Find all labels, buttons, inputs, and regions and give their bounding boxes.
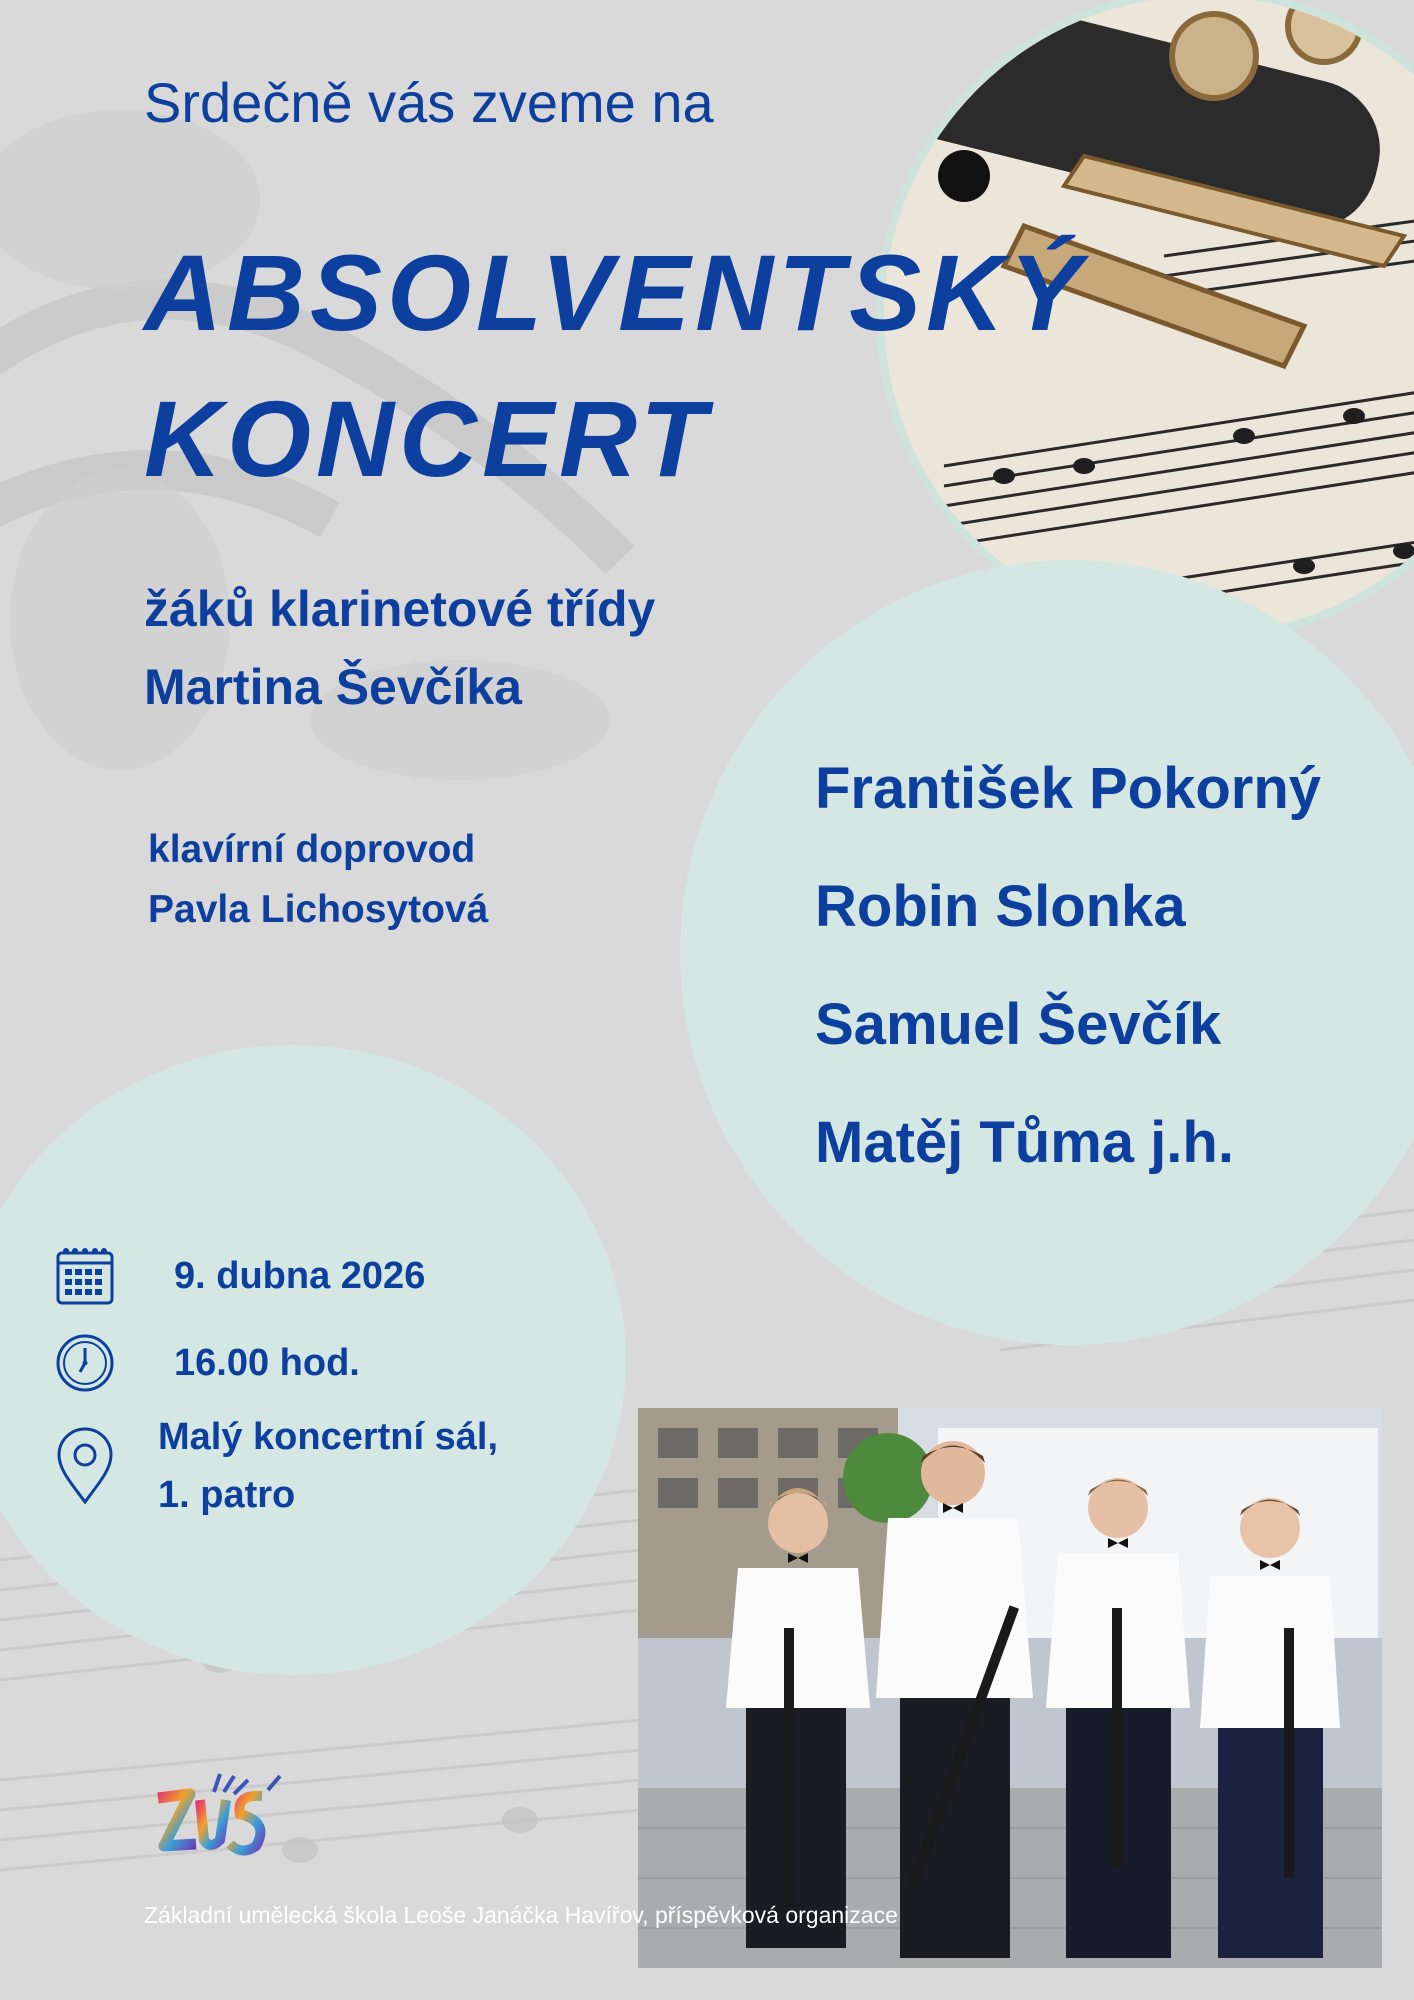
piano-accompaniment xyxy=(148,820,488,940)
location-pin-icon xyxy=(52,1426,118,1506)
place-line-1: Malý koncertní sál, xyxy=(158,1416,499,1458)
concert-title xyxy=(144,220,1086,512)
accompaniment-name: Pavla Lichosytová xyxy=(148,888,489,931)
subtitle-line-2: Martina Ševčíka xyxy=(144,659,522,715)
school-logo xyxy=(150,1770,290,1865)
performer-name: Samuel Ševčík xyxy=(815,992,1222,1057)
performer-name: František Pokorný xyxy=(815,756,1322,821)
concert-title-line-2: KONCERT xyxy=(144,378,712,499)
students-group-photo xyxy=(638,1408,1382,1968)
concert-title-line-1: ABSOLVENTSKÝ xyxy=(144,232,1087,353)
performer-name: Robin Slonka xyxy=(815,874,1186,939)
subtitle-line-1: žáků klarinetové třídy xyxy=(144,581,656,637)
clock-icon xyxy=(52,1330,118,1396)
time-row xyxy=(52,1330,360,1396)
invitation-text: Srdečně vás zveme na xyxy=(144,71,714,134)
school-name-footer: Základní umělecká škola Leoše Janáčka Havířov, příspěvková organizace xyxy=(144,1902,898,1928)
calendar-icon xyxy=(52,1243,118,1309)
event-time: 16.00 hod. xyxy=(174,1342,360,1384)
performer-list xyxy=(815,730,1321,1202)
event-place xyxy=(158,1408,498,1524)
accompaniment-label: klavírní doprovod xyxy=(148,828,476,871)
place-row xyxy=(52,1408,498,1524)
date-row xyxy=(52,1243,425,1309)
performer-name: Matěj Tůma j.h. xyxy=(815,1110,1234,1175)
place-line-2: 1. patro xyxy=(158,1474,296,1516)
event-date: 9. dubna 2026 xyxy=(174,1255,426,1297)
class-subtitle xyxy=(144,570,655,726)
